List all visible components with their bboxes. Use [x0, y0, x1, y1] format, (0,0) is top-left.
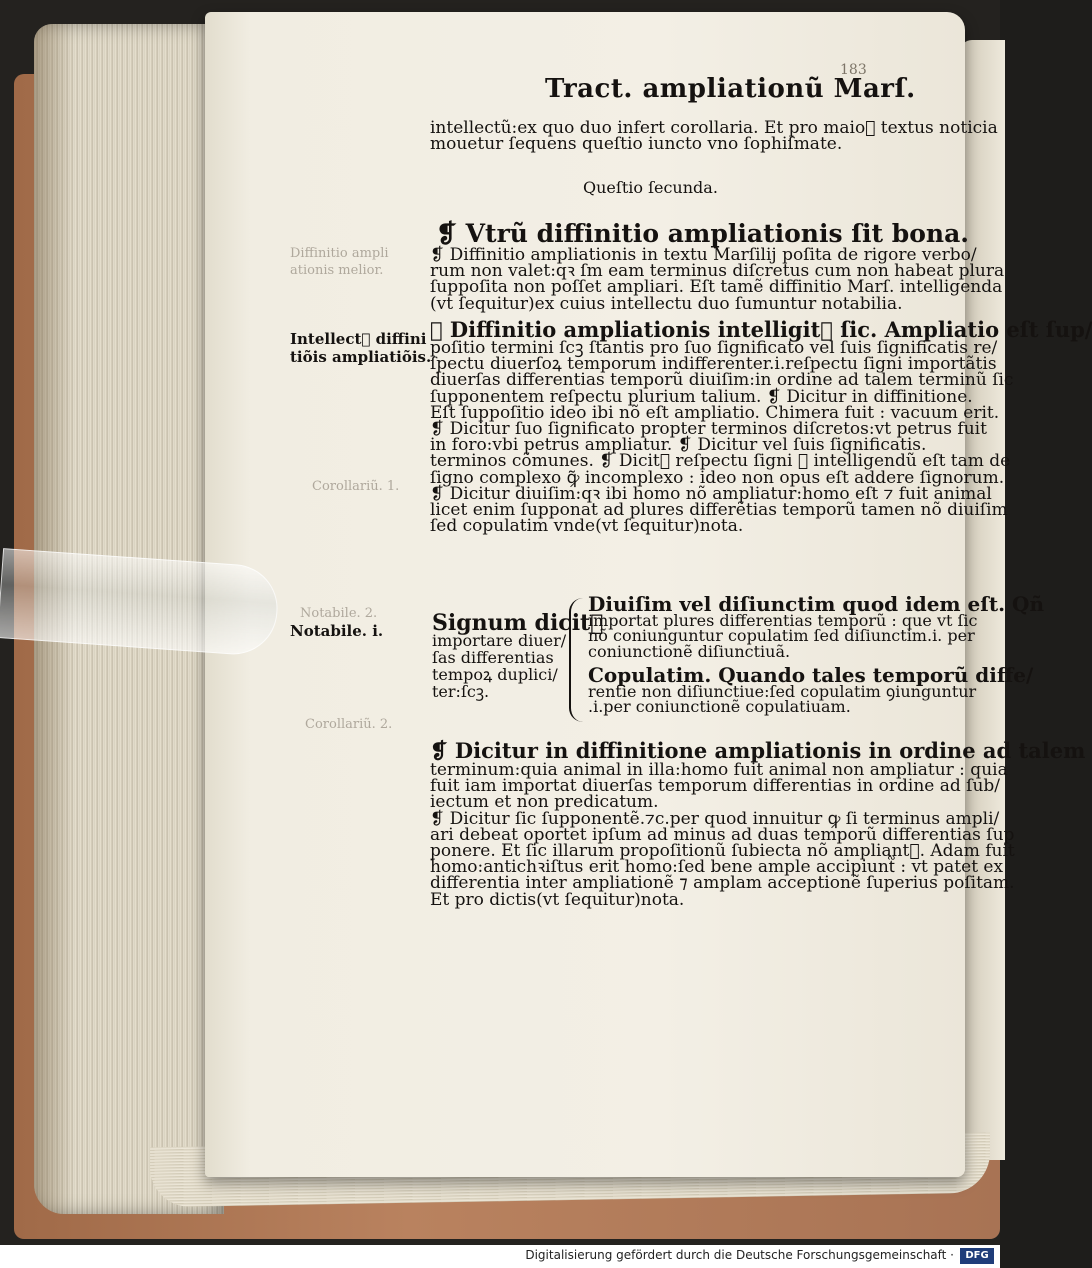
text-line: ari debeat oportet ipſum ad minus ad duas temporũ differentias ſup	[430, 824, 1015, 845]
body-paragraph-1	[430, 247, 1004, 312]
text-line: iectum et non predicatum.	[430, 792, 659, 813]
text-line: Signum dicit᷑	[432, 610, 604, 636]
showthrough-definition-2: ationis melior.	[290, 263, 384, 278]
text-line: tiõis ampliatiõis.	[290, 348, 432, 366]
running-header: Tract. ampliationũ Marſ.	[545, 74, 916, 104]
text-line: ❡ Diffinitio ampliationis in textu Marſilij poſita de rigore verbo/	[430, 245, 977, 265]
margin-note-intellect	[290, 330, 431, 366]
text-line: licet enim ſupponat ad plures differẽtias temporũ tamen nõ diuiſim	[430, 500, 1008, 521]
text-line: importare diuer/	[432, 631, 567, 650]
text-line: ſed copulatim vnde(vt ſequitur)nota.	[430, 516, 744, 537]
text-line: mouetur ſequens queſtio iuncto vno ſophiſmate.	[430, 134, 843, 155]
text-line: poſitio termini ſcꝫ ſtantis pro ſuo ſignificato vel ſuis ſignificatis re/	[430, 338, 998, 358]
divisim-definition	[588, 592, 1045, 661]
text-line: importat plures differentias temporũ : que vt ſic	[588, 610, 978, 630]
text-line: nõ coniunguntur copulatim ſed diſiunctim.i. per	[588, 626, 975, 645]
text-line: ſigno complexo ꝙ̃ incomplexo : ideo non opus eſt addere ſignorum.	[430, 467, 1005, 488]
footer-bar	[0, 1245, 1000, 1268]
question-heading: Queſtio ſecunda.	[583, 178, 718, 197]
text-line: ſas differentias	[432, 648, 554, 667]
curly-brace	[569, 598, 585, 722]
margin-note-notabile: Notabile. i.	[290, 622, 384, 640]
text-line: ſpectu diuerſoꝝ temporum indifferenter.i.reſpectu ſigni importãtis	[430, 354, 997, 375]
text-line: .i.per coniunctionẽ copulatiuam.	[588, 697, 851, 716]
intro-text	[430, 118, 998, 155]
text-line: homo:antichꝛiſtus erit homo:ſed bene ample accipiunt᷑ : vt patet ex	[430, 857, 1004, 878]
text-line: Intellect᷑ diffini	[290, 330, 427, 348]
text-line: rentie non diſiunctiue:ſed copulatim ꝯiunguntur	[588, 681, 977, 701]
folio-number: 183	[840, 62, 867, 78]
showthrough-definition-1: Diffinitio ampli	[290, 246, 389, 261]
body-paragraph-3	[430, 740, 1085, 908]
text-line: ❡ Diffinitio ampliationis intelligit᷑ ſic. Ampliatio eſt ſup/	[430, 317, 1092, 342]
text-line: (vt ſequitur)ex cuius intellectu duo ſumuntur notabilia.	[430, 293, 903, 314]
text-line: Et pro dictis(vt ſequitur)nota.	[430, 889, 685, 910]
text-line: ❡ Dicitur ſuo ſignificato propter terminos diſcretos:vt petrus fuit	[430, 419, 987, 440]
funding-credit: Digitalisierung gefördert durch die Deutsche Forschungsgemeinschaft ·	[525, 1248, 954, 1262]
body-paragraph-2	[430, 317, 1092, 537]
text-line: Diuiſim vel diſiunctim quod idem eſt. Qñ	[588, 592, 1045, 616]
text-line: differentia inter ampliationẽ ⁊ amplam acceptionẽ ſuperius poſitam.	[430, 873, 1015, 894]
text-line: fuit iam importat diuerſas temporum differentias in ordine ad ſub/	[430, 776, 1001, 797]
text-line: ſupponentem reſpectu plurium talium. ❡ Dicitur in diffinitione.	[430, 386, 973, 407]
text-line: diuerſas differentias temporũ diuiſim:in ordine ad talem terminũ ſic	[430, 370, 1014, 391]
bookmark-strip	[0, 548, 280, 657]
text-line: Copulatim. Quando tales temporũ diffe/	[588, 663, 1034, 687]
text-line: rum non valet:qꝛ ſm eam terminus diſcretus cum non habeat plura	[430, 261, 1005, 282]
text-line: tempoꝝ duplici/	[432, 665, 558, 684]
text-line: coniunctionẽ diſiunctiuã.	[588, 641, 791, 661]
copulatim-definition	[588, 663, 1034, 716]
dfg-logo: DFG	[960, 1248, 994, 1264]
showthrough-corollary-2: Corollariũ. 2.	[305, 717, 393, 732]
text-line: intellectũ:ex quo duo infert corollaria. Et pro maio᷑ textus noticia	[430, 118, 998, 138]
showthrough-corollary-1: Corollariũ. 1.	[312, 479, 400, 494]
text-line: ❡ Dicitur ſic ſupponentẽ.⁊c.per quod innuitur ꝙ ſi terminus ampli/	[430, 808, 1000, 829]
text-line: ſuppoſita non poſſet ampliari. Eſt tamẽ diffinitio Marſ. intelligenda	[430, 277, 1003, 298]
text-line: ter:ſcꝫ.	[432, 682, 490, 701]
showthrough-notabile-2: Notabile. 2.	[300, 606, 378, 621]
text-line: ❡ Dicitur in diffinitione ampliationis in ordine ad talem	[430, 738, 1086, 763]
text-line: in foro:vbi petrus ampliatur. ❡ Dicitur vel ſuis ſignificatis.	[430, 435, 927, 456]
text-line: ❡ Dicitur diuiſim:qꝛ ibi homo nõ ampliatur:homo eſt ⁊ fuit animal	[430, 483, 992, 504]
text-line: terminum:quia animal in illa:homo fuit animal non ampliatur : quia	[430, 760, 1008, 780]
question-title: ❡ Vtrũ diffinitio ampliationis ſit bona.	[436, 219, 969, 248]
text-line: ponere. Et ſic illarum propoſitionũ ſubiecta nõ ampliant᷑. Adam fuit	[430, 841, 1015, 862]
text-line: terminos cõmunes. ❡ Dicit᷑ reſpectu ſigni ꝙ intelligendũ eſt tam de	[430, 451, 1011, 472]
text-line: Eſt ſuppoſitio ideo ibi nõ eſt ampliatio. Chimera fuit : vacuum erit.	[430, 402, 1000, 423]
